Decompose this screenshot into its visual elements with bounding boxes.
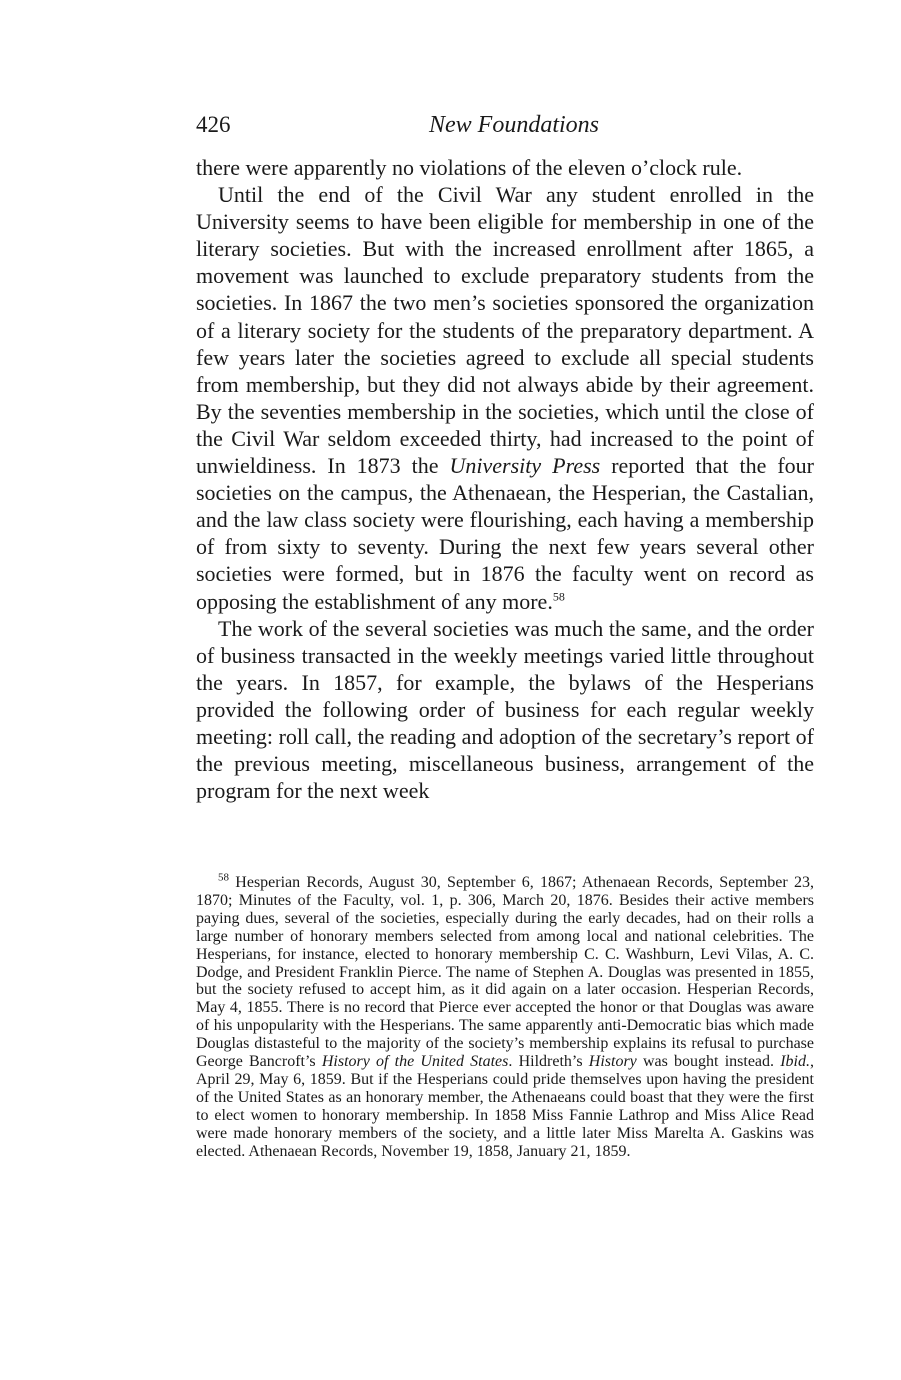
paragraph-text: Until the end of the Civil War any student enrolled in the University seems to have been eligible for membership in one of the literary societies. But with the increased enrollment after 1865, a movement was launched to exclude preparatory students from the societies. In 1867 the two men’s societies sponsored the organization of a literary society for the students of the preparatory department. A few years later the societies agreed to exclude all special students from membership, but they did not always abide by their agreement. By the seventies membership in the societies, which until the close of the Civil War seldom exceeded thirty, had increased to the point of unwieldiness. In 1873 the <box>196 182 814 479</box>
paragraph-text: there were apparently no violations of the eleven o’clock rule. <box>196 155 743 180</box>
paragraph-text: reported that the four societies on the campus, the Athenaean, the Hesperian, the Castalian, and the law class society were flourishing, each having a membership of from sixty to seventy. During the next few years several other societies were formed, but in 1876 the faculty went on record as opposing the establishment of any more. <box>196 453 814 614</box>
footnote-text: . Hildreth’s <box>508 1053 589 1071</box>
page-number: 426 <box>196 112 231 137</box>
paragraph-2 <box>196 181 814 615</box>
footnote-text: Hesperian Records, August 30, September 6, 1867; Athenaean Records, September 23, 1870; Minutes of the Faculty, vol. 1, p. 306, March 20, 1876. Besides their active members paying dues, several of the societies, especially during the early decades, had on their rolls a large number of honorary members selected from among local and national celebrities. The Hesperians, for instance, elected to honorary membership C. C. Washburn, Levi Vilas, A. C. Dodge, and President Franklin Pierce. The name of Stephen A. Douglas was presented in 1855, but the society refused to accept him, as it did again on a later occasion. Hesperian Records, May 4, 1855. There is no record that Pierce ever accepted the honor or that Douglas was aware of his unpopularity with the Hesperians. The same apparently anti-Democratic bias which made Douglas distasteful to the majority of the society’s membership explains its refusal to purchase George Bancroft’s <box>196 874 814 1071</box>
paragraph-1 <box>196 154 814 181</box>
book-title: History <box>588 1053 637 1071</box>
footnote-text: was bought instead. <box>636 1053 781 1071</box>
footnote-text: , April 29, May 6, 1859. But if the Hesperians could pride themselves upon having the president of the United States as an honorary member, the Athenaeans could boast that they were the first to elect women to honorary membership. In 1858 Miss Fannie Lathrop and Miss Alice Read were made honorary members of the society, and a little later Miss Marelta A. Gaskins was elected. Athenaean Records, November 19, 1858, January 21, 1859. <box>196 1053 814 1160</box>
publication-title: University Press <box>449 453 601 479</box>
page-header <box>196 112 814 148</box>
footnote-mark: 58 <box>218 871 229 884</box>
body-text <box>196 154 814 804</box>
paragraph-3 <box>196 615 814 805</box>
footnote <box>196 871 814 1161</box>
citation-ibid: Ibid. <box>780 1053 810 1071</box>
paragraph-text: The work of the several societies was much the same, and the order of business transacted in the weekly meetings varied little throughout the years. In 1857, for example, the bylaws of the Hesperians provided the following order of business for each regular weekly meeting: roll call, the reading and adoption of the secretary’s report of the previous meeting, miscellaneous business, arrangement of the program for the next week <box>196 615 814 804</box>
book-title: History of the United States <box>321 1053 509 1071</box>
footnote-reference: 58 <box>552 589 565 604</box>
running-title: New Foundations <box>428 112 599 138</box>
